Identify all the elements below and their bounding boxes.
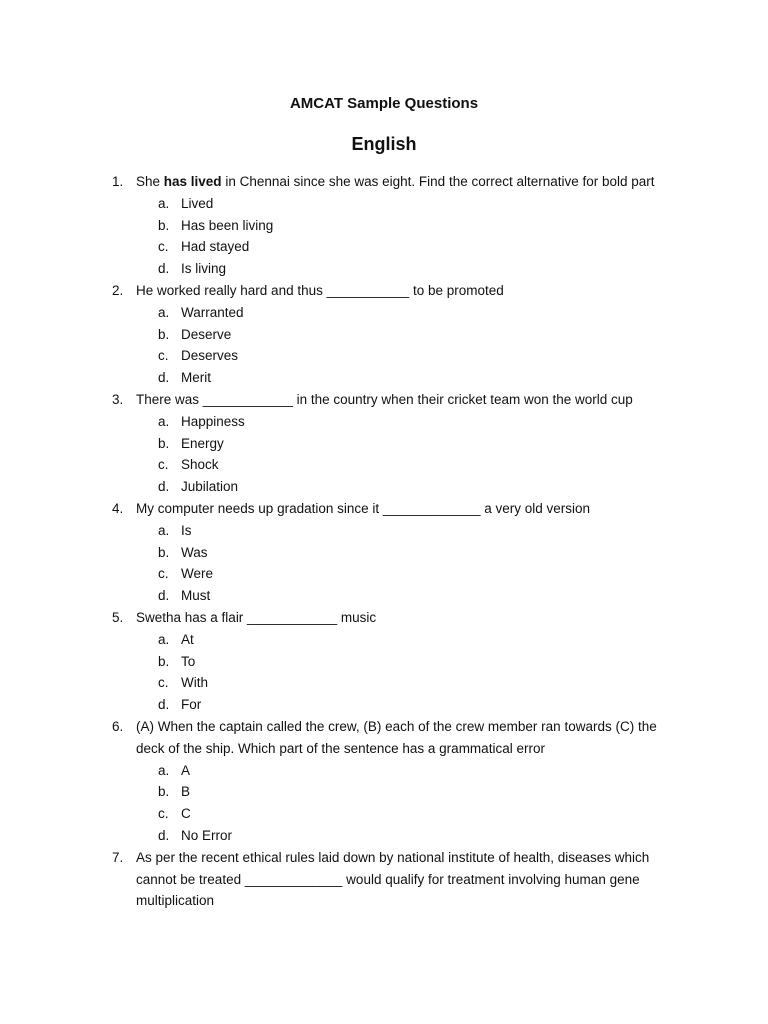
question-4 <box>0 498 676 607</box>
question-number: 1. <box>112 174 124 189</box>
option: b. B <box>158 784 191 800</box>
option: b. Was <box>158 544 208 560</box>
question-7 <box>0 847 676 912</box>
question-number: 6. <box>112 718 124 734</box>
option: d. Is living <box>158 261 227 277</box>
option: c. Were <box>158 566 214 582</box>
document-title: AMCAT Sample Questions <box>289 95 479 112</box>
question-text: My computer needs up gradation since it _____________ a very old version <box>136 500 591 516</box>
question-text: (A) When the captain called the crew, (B) each of the crew member ran towards (C) the deck of the ship. Which part of the sentence has a grammatical error <box>136 718 657 756</box>
question-text: Swetha has a flair ____________ music <box>136 609 377 625</box>
question-list <box>0 171 768 912</box>
question-text: As per the recent ethical rules laid down by national institute of health, diseases which cannot be treated _____________ would qualify for treatment involving human gene multiplication <box>136 849 650 909</box>
option: d. Must <box>158 588 211 604</box>
option: a. At <box>158 631 194 647</box>
section-heading: English <box>351 134 417 154</box>
question-number: 5. <box>112 609 124 625</box>
option: a. Warranted <box>158 304 244 320</box>
question-text: She has lived in Chennai since she was eight. Find the correct alternative for bold part <box>136 174 655 189</box>
option-list <box>136 302 676 389</box>
option: a. Happiness <box>158 413 245 429</box>
question-5 <box>0 607 676 716</box>
question-number: 7. <box>112 849 124 865</box>
option: d. No Error <box>158 827 233 843</box>
bold-phrase: has lived <box>163 174 222 189</box>
option: d. For <box>158 697 202 713</box>
question-number: 3. <box>112 391 124 407</box>
option-list <box>136 629 676 716</box>
option: b. To <box>158 653 196 669</box>
question-number: 2. <box>112 282 124 298</box>
question-3 <box>0 389 676 498</box>
question-2 <box>0 280 676 389</box>
question-text: He worked really hard and thus ___________ to be promoted <box>136 282 504 298</box>
option: b. Deserve <box>158 326 232 342</box>
option: a. A <box>158 762 191 778</box>
option: c. With <box>158 675 208 691</box>
option-list <box>136 411 676 498</box>
option: b. Energy <box>158 435 224 451</box>
option: c. Shock <box>158 457 219 473</box>
option: a. Is <box>158 522 192 538</box>
option: d. Merit <box>158 370 211 386</box>
question-number: 4. <box>112 500 124 516</box>
question-1 <box>0 171 676 280</box>
option: b. Has been living <box>158 217 274 233</box>
option-list <box>136 520 676 607</box>
option: c. Deserves <box>158 348 239 364</box>
option: a. Lived <box>158 195 214 211</box>
option: d. Jubilation <box>158 479 239 495</box>
option-list <box>136 193 676 280</box>
option-list <box>136 760 676 847</box>
question-6 <box>0 716 676 847</box>
option: c. C <box>158 806 191 822</box>
question-text: There was ____________ in the country when their cricket team won the world cup <box>136 391 633 407</box>
option: c. Had stayed <box>158 239 250 255</box>
